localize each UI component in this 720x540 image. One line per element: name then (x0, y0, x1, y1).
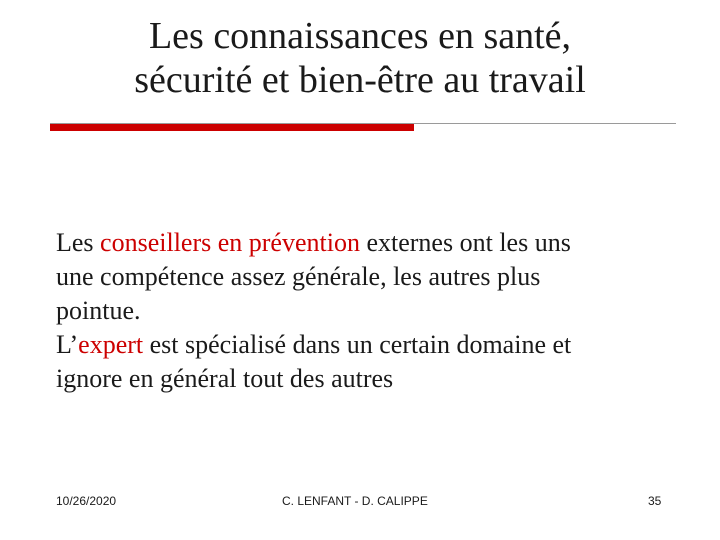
footer-author: C. LENFANT - D. CALIPPE (282, 494, 428, 508)
body-line-5: ignore en général tout des autres (56, 364, 394, 393)
body-line-1 (56, 226, 706, 260)
slide-title (40, 14, 680, 102)
body-line-2: une compétence assez générale, les autres plus (56, 262, 541, 291)
body-text: externes ont les uns (359, 228, 571, 257)
title-line-2: sécurité et bien-être au travail (134, 59, 586, 101)
highlight-term: expert (78, 330, 144, 359)
body-text: Les (56, 228, 101, 257)
slide-body (56, 226, 706, 396)
footer-date: 10/26/2020 (56, 494, 117, 508)
title-line-1: Les connaissances en santé, (148, 15, 572, 57)
body-text: est spécialisé dans un certain domaine et (143, 330, 572, 359)
title-underline-accent (50, 124, 414, 131)
body-text: L’ (56, 330, 79, 359)
footer-page-number: 35 (648, 494, 662, 508)
body-line-4 (56, 328, 706, 362)
highlight-term: conseillers en prévention (100, 228, 360, 257)
body-line-3: pointue. (56, 296, 141, 325)
